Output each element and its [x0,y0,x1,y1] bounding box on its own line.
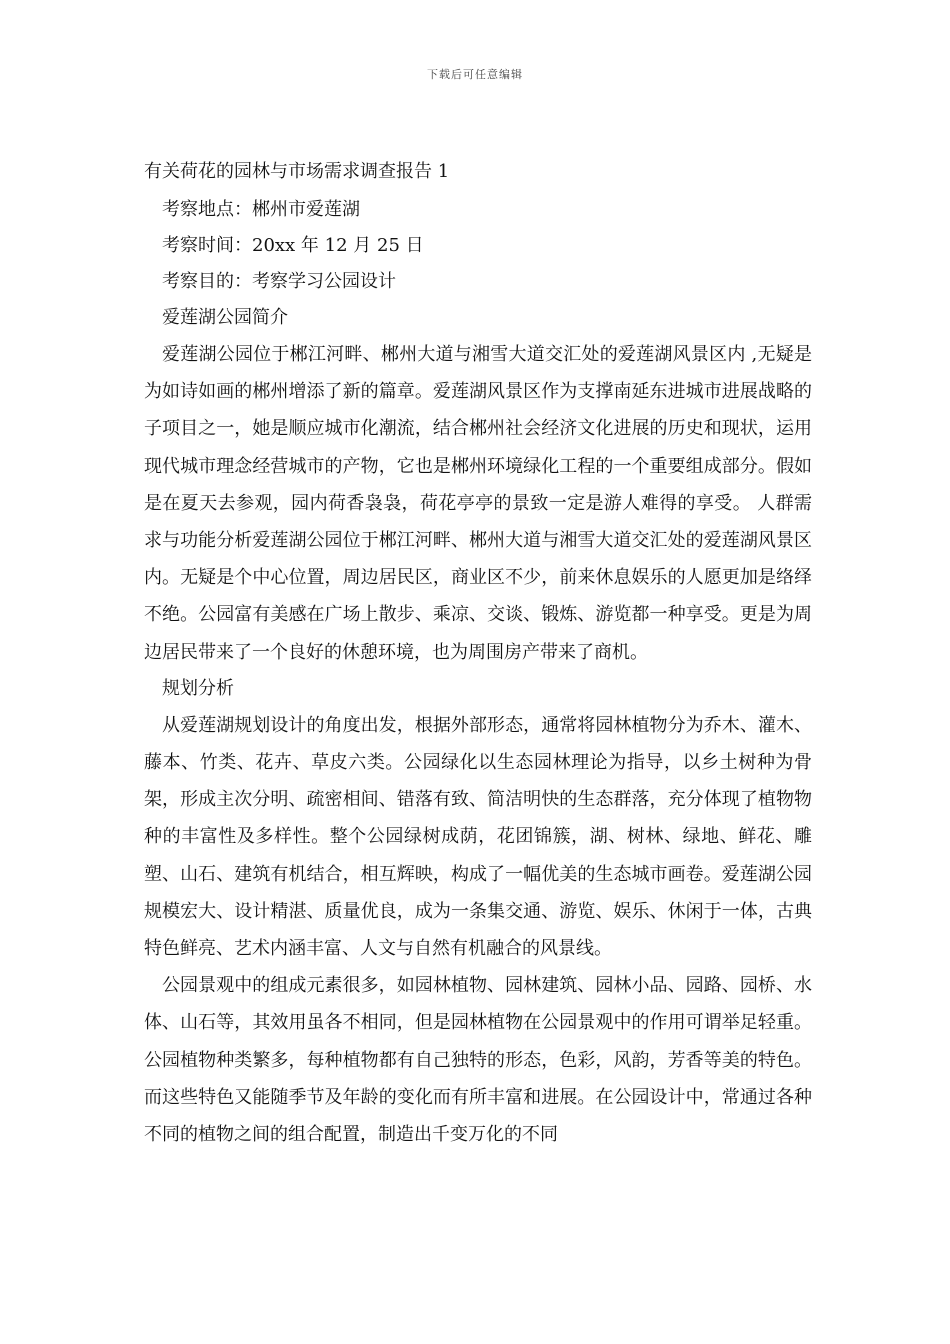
intro-paragraph: 爱莲湖公园位于郴江河畔、郴州大道与湘雪大道交汇处的爱莲湖风景区内 ,无疑是为如诗如画的郴州增添了新的篇章。爱莲湖风景区作为支撑南延东进城市进展战略的子项目之一，她是顺应城市化潮流，结合郴州社会经济文化进展的历史和现状，运用现代城市理念经营城市的产物，它也是郴州环境绿化工程的一个重要组成部分。假如是在夏天去参观，园内荷香袅袅，荷花亭亭的景致一定是游人难得的享受。 人群需求与功能分析爱莲湖公园位于郴江河畔、郴州大道与湘雪大道交汇处的爱莲湖风景区内。无疑是个中心位置，周边居民区，商业区不少，前来休息娱乐的人愿更加是络绎不绝。公园富有美感在广场上散步、乘凉、交谈、锻炼、游览都一种享受。更是为周边居民带来了一个良好的休憩环境，也为周围房产带来了商机。 [144,344,812,663]
header-note: 下载后可任意编辑 [427,68,523,81]
planning-paragraph: 从爱莲湖规划设计的角度出发，根据外部形态，通常将园林植物分为乔木、灌木、藤本、竹类、花卉、草皮六类。公园绿化以生态园林理论为指导，以乡土树种为骨架，形成主次分明、疏密相间、错落有致、简洁明快的生态群落，充分体现了植物物种的丰富性及多样性。整个公园绿树成荫，花团锦簇，湖、树林、绿地、鲜花、雕塑、山石、建筑有机结合，相互辉映，构成了一幅优美的生态城市画卷。爱莲湖公园规模宏大、设计精湛、质量优良，成为一条集交通、游览、娱乐、休闲于一体，古典特色鲜亮、艺术内涵丰富、人文与自然有机融合的风景线。 [144,714,812,960]
landscape-paragraph: 公园景观中的组成元素很多，如园林植物、园林建筑、园林小品、园路、园桥、水体、山石等，其效用虽各不相同，但是园林植物在公园景观中的作用可谓举足轻重。公园植物种类繁多，每种植物都有自己独特的形态，色彩，风韵，芳香等美的特色。而这些特色又能随季节及年龄的变化而有所丰富和进展。在公园设计中，常通过各种不同的植物之间的组合配置，制造出千变万化的不同 [144,975,812,1146]
time-line: 考察时间：20xx 年 12 月 25 日 [162,235,424,256]
document-body [144,154,812,1153]
intro-heading: 爱莲湖公园简介 [162,307,288,328]
location-line: 考察地点：郴州市爱莲湖 [162,199,360,220]
planning-heading: 规划分析 [162,677,234,699]
document-title: 有关荷花的园林与市场需求调查报告 1 [144,161,450,182]
purpose-line: 考察目的：考察学习公园设计 [162,271,396,292]
